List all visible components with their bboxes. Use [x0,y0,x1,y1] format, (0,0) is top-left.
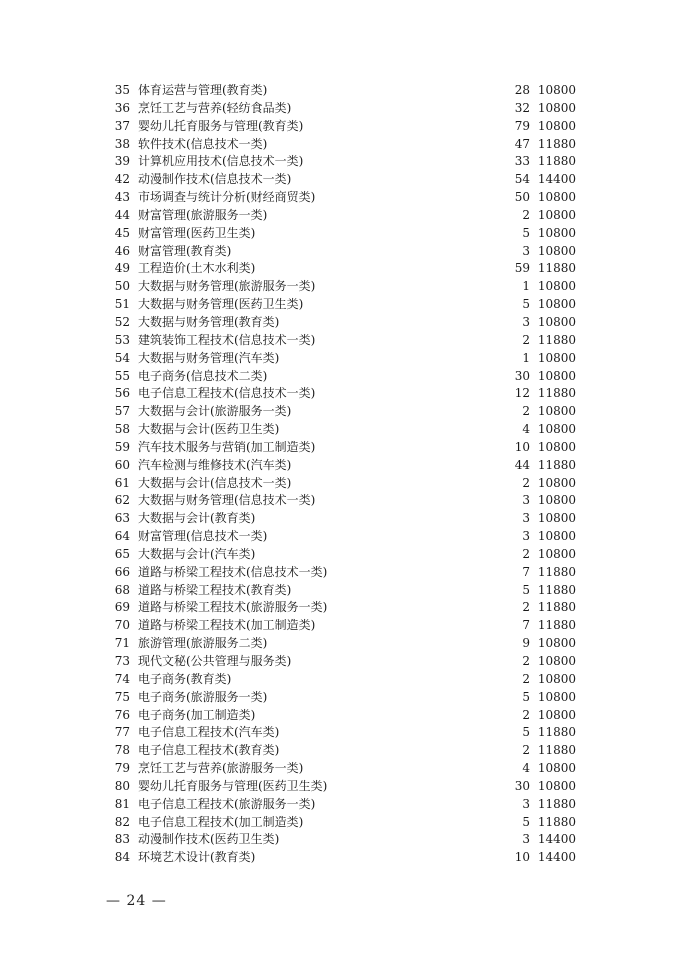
row-count: 1 [522,279,530,294]
row-count: 30 [514,778,530,793]
row-code: 71 [114,636,130,651]
row-count: 2 [522,404,530,419]
table-row [108,724,578,742]
row-count: 2 [522,546,530,561]
row-fee: 10800 [537,439,576,454]
row-fee: 14400 [537,832,576,847]
row-fee: 11880 [537,796,576,811]
row-code: 57 [114,404,130,419]
row-fee: 10800 [537,314,576,329]
row-count: 5 [522,225,530,240]
row-fee: 11880 [537,386,576,401]
row-count: 7 [522,618,530,633]
row-fee: 11880 [537,743,576,758]
row-fee: 10800 [537,118,576,133]
row-major-name: 婴幼儿托育服务与管理(教育类) [138,118,304,133]
row-major-name: 电子商务(加工制造类) [138,707,256,722]
row-code: 44 [114,207,130,222]
table-row [108,332,578,350]
row-code: 69 [114,600,130,615]
row-fee: 10800 [537,350,576,365]
row-major-name: 计算机应用技术(信息技术一类) [138,154,304,169]
row-major-name: 建筑装饰工程技术(信息技术一类) [138,332,316,347]
table-row [108,814,578,832]
row-major-name: 汽车检测与维修技术(汽车类) [138,457,292,472]
row-major-name: 动漫制作技术(医药卫生类) [138,832,280,847]
row-code: 82 [114,814,130,829]
row-major-name: 环境艺术设计(教育类) [138,850,256,865]
row-code: 62 [114,493,130,508]
row-fee: 11880 [537,136,576,151]
row-count: 5 [522,725,530,740]
row-major-name: 道路与桥梁工程技术(信息技术一类) [138,564,328,579]
row-major-name: 电子商务(信息技术二类) [138,368,268,383]
table-row [108,189,578,207]
row-count: 2 [522,743,530,758]
row-count: 50 [514,190,530,205]
row-code: 65 [114,546,130,561]
row-code: 55 [114,368,130,383]
row-code: 50 [114,279,130,294]
row-count: 59 [514,261,530,276]
table-row [108,171,578,189]
row-count: 2 [522,671,530,686]
row-code: 58 [114,422,130,437]
row-count: 2 [522,475,530,490]
table-row [108,439,578,457]
table-row [108,528,578,546]
row-major-name: 动漫制作技术(信息技术一类) [138,172,292,187]
row-major-name: 财富管理(医药卫生类) [138,225,256,240]
row-count: 44 [514,457,530,472]
row-count: 3 [522,796,530,811]
row-major-name: 财富管理(教育类) [138,243,232,258]
row-fee: 10800 [537,778,576,793]
row-fee: 10800 [537,654,576,668]
table-row [108,849,578,867]
row-count: 28 [514,83,530,97]
table-row [108,617,578,635]
table-row [108,492,578,510]
row-code: 66 [114,564,130,579]
row-count: 3 [522,511,530,526]
table-row [108,207,578,225]
row-code: 52 [114,314,130,329]
row-count: 4 [522,761,530,776]
row-count: 5 [522,689,530,704]
row-fee: 10800 [537,297,576,312]
row-major-name: 旅游管理(旅游服务二类) [138,636,268,651]
row-major-name: 婴幼儿托育服务与管理(医药卫生类) [138,778,328,793]
row-major-name: 体育运营与管理(教育类) [138,83,268,97]
row-count: 10 [514,439,530,454]
row-code: 76 [114,707,130,722]
row-code: 84 [114,850,130,865]
row-major-name: 大数据与会计(汽车类) [138,546,256,561]
row-code: 73 [114,654,130,668]
row-fee: 10800 [537,368,576,383]
table-row [108,760,578,778]
row-major-name: 大数据与财务管理(教育类) [138,314,280,329]
row-code: 64 [114,529,130,544]
row-major-name: 工程造价(土木水利类) [138,261,256,276]
table-row [108,546,578,564]
row-count: 2 [522,707,530,722]
row-fee: 10800 [537,190,576,205]
row-code: 77 [114,725,130,740]
row-fee: 11880 [537,725,576,740]
row-code: 54 [114,350,130,365]
row-fee: 10800 [537,83,576,97]
row-fee: 10800 [537,422,576,437]
row-code: 79 [114,761,130,776]
table-row [108,457,578,475]
row-code: 63 [114,511,130,526]
row-major-name: 电子信息工程技术(信息技术一类) [138,386,316,401]
row-major-name: 烹饪工艺与营养(轻纺食品类) [138,100,292,115]
row-fee: 10800 [537,511,576,526]
table-row [108,671,578,689]
table-row [108,707,578,725]
row-code: 46 [114,243,130,258]
row-fee: 14400 [537,850,576,865]
table-row [108,296,578,314]
row-code: 39 [114,154,130,169]
table-row [108,118,578,136]
row-major-name: 大数据与财务管理(旅游服务一类) [138,279,316,294]
row-count: 1 [522,350,530,365]
table-row [108,350,578,368]
row-count: 3 [522,243,530,258]
row-code: 60 [114,457,130,472]
table-row [108,403,578,421]
row-major-name: 财富管理(旅游服务一类) [138,207,268,222]
row-fee: 10800 [537,689,576,704]
row-major-name: 烹饪工艺与营养(旅游服务一类) [138,761,304,776]
row-code: 61 [114,475,130,490]
row-fee: 10800 [537,475,576,490]
row-fee: 10800 [537,636,576,651]
row-count: 3 [522,314,530,329]
row-major-name: 电子信息工程技术(旅游服务一类) [138,796,316,811]
table-row [108,742,578,760]
row-fee: 11880 [537,332,576,347]
table-row [108,385,578,403]
row-count: 5 [522,297,530,312]
row-fee: 11880 [537,154,576,169]
row-count: 4 [522,422,530,437]
table-row [108,582,578,600]
table-row [108,564,578,582]
table-row [108,778,578,796]
row-count: 3 [522,832,530,847]
table-row [108,100,578,118]
table-row [108,831,578,849]
row-major-name: 大数据与财务管理(医药卫生类) [138,297,304,312]
page-number: — 24 — [106,893,167,909]
table-row [108,635,578,653]
row-code: 42 [114,172,130,187]
row-fee: 10800 [537,279,576,294]
row-major-name: 大数据与会计(医药卫生类) [138,422,280,437]
row-count: 54 [514,172,530,187]
row-fee: 10800 [537,100,576,115]
row-fee: 10800 [537,707,576,722]
row-major-name: 软件技术(信息技术一类) [138,136,268,151]
row-count: 2 [522,332,530,347]
row-count: 79 [514,118,530,133]
table-row [108,260,578,278]
row-major-name: 财富管理(信息技术一类) [138,529,268,544]
row-fee: 10800 [537,243,576,258]
row-count: 5 [522,814,530,829]
row-count: 3 [522,493,530,508]
row-major-name: 大数据与财务管理(信息技术一类) [138,493,316,508]
row-fee: 11880 [537,618,576,633]
row-code: 75 [114,689,130,704]
row-code: 59 [114,439,130,454]
table-row [108,796,578,814]
row-code: 81 [114,796,130,811]
row-major-name: 道路与桥梁工程技术(教育类) [138,582,292,597]
row-major-name: 市场调查与统计分析(财经商贸类) [138,190,316,205]
row-code: 83 [114,832,130,847]
row-fee: 10800 [537,671,576,686]
table-row [108,599,578,617]
row-major-name: 道路与桥梁工程技术(旅游服务一类) [138,600,328,615]
row-fee: 10800 [537,761,576,776]
row-count: 3 [522,529,530,544]
table-row [108,243,578,261]
row-major-name: 电子商务(旅游服务一类) [138,689,268,704]
row-fee: 11880 [537,814,576,829]
row-code: 53 [114,332,130,347]
row-major-name: 大数据与会计(教育类) [138,511,256,526]
row-count: 2 [522,600,530,615]
row-code: 35 [114,83,130,97]
row-count: 7 [522,564,530,579]
row-major-name: 现代文秘(公共管理与服务类) [138,654,292,668]
row-major-name: 大数据与财务管理(汽车类) [138,350,280,365]
table-row [108,314,578,332]
table-row [108,153,578,171]
row-code: 68 [114,582,130,597]
row-fee: 10800 [537,225,576,240]
row-count: 30 [514,368,530,383]
table-row [108,653,578,671]
table-row [108,510,578,528]
row-count: 32 [514,100,530,115]
row-count: 2 [522,654,530,668]
enrollment-table [108,82,578,867]
row-fee: 10800 [537,404,576,419]
table-row [108,82,578,100]
row-fee: 11880 [537,582,576,597]
row-code: 74 [114,671,130,686]
row-major-name: 电子信息工程技术(教育类) [138,743,280,758]
row-count: 33 [514,154,530,169]
table-row [108,368,578,386]
row-fee: 14400 [537,172,576,187]
table-row [108,278,578,296]
row-code: 51 [114,297,130,312]
row-count: 2 [522,207,530,222]
table-row [108,225,578,243]
row-fee: 10800 [537,546,576,561]
row-fee: 11880 [537,564,576,579]
row-fee: 10800 [537,207,576,222]
row-major-name: 电子信息工程技术(汽车类) [138,725,280,740]
row-major-name: 大数据与会计(旅游服务一类) [138,404,292,419]
row-code: 38 [114,136,130,151]
row-code: 78 [114,743,130,758]
row-fee: 11880 [537,261,576,276]
table-row [108,421,578,439]
row-major-name: 电子商务(教育类) [138,671,232,686]
row-code: 45 [114,225,130,240]
row-code: 43 [114,190,130,205]
row-code: 36 [114,100,130,115]
row-count: 10 [514,850,530,865]
row-major-name: 电子信息工程技术(加工制造类) [138,814,304,829]
row-major-name: 大数据与会计(信息技术一类) [138,475,292,490]
row-code: 37 [114,118,130,133]
row-fee: 10800 [537,529,576,544]
row-major-name: 道路与桥梁工程技术(加工制造类) [138,618,316,633]
row-count: 9 [522,636,530,651]
row-code: 56 [114,386,130,401]
table-row [108,689,578,707]
row-code: 49 [114,261,130,276]
table-row [108,136,578,154]
row-code: 70 [114,618,130,633]
row-count: 47 [514,136,530,151]
row-count: 12 [514,386,530,401]
row-major-name: 汽车技术服务与营销(加工制造类) [138,439,316,454]
row-count: 5 [522,582,530,597]
row-fee: 11880 [537,600,576,615]
row-fee: 11880 [537,457,576,472]
row-fee: 10800 [537,493,576,508]
row-code: 80 [114,778,130,793]
table-row [108,475,578,493]
